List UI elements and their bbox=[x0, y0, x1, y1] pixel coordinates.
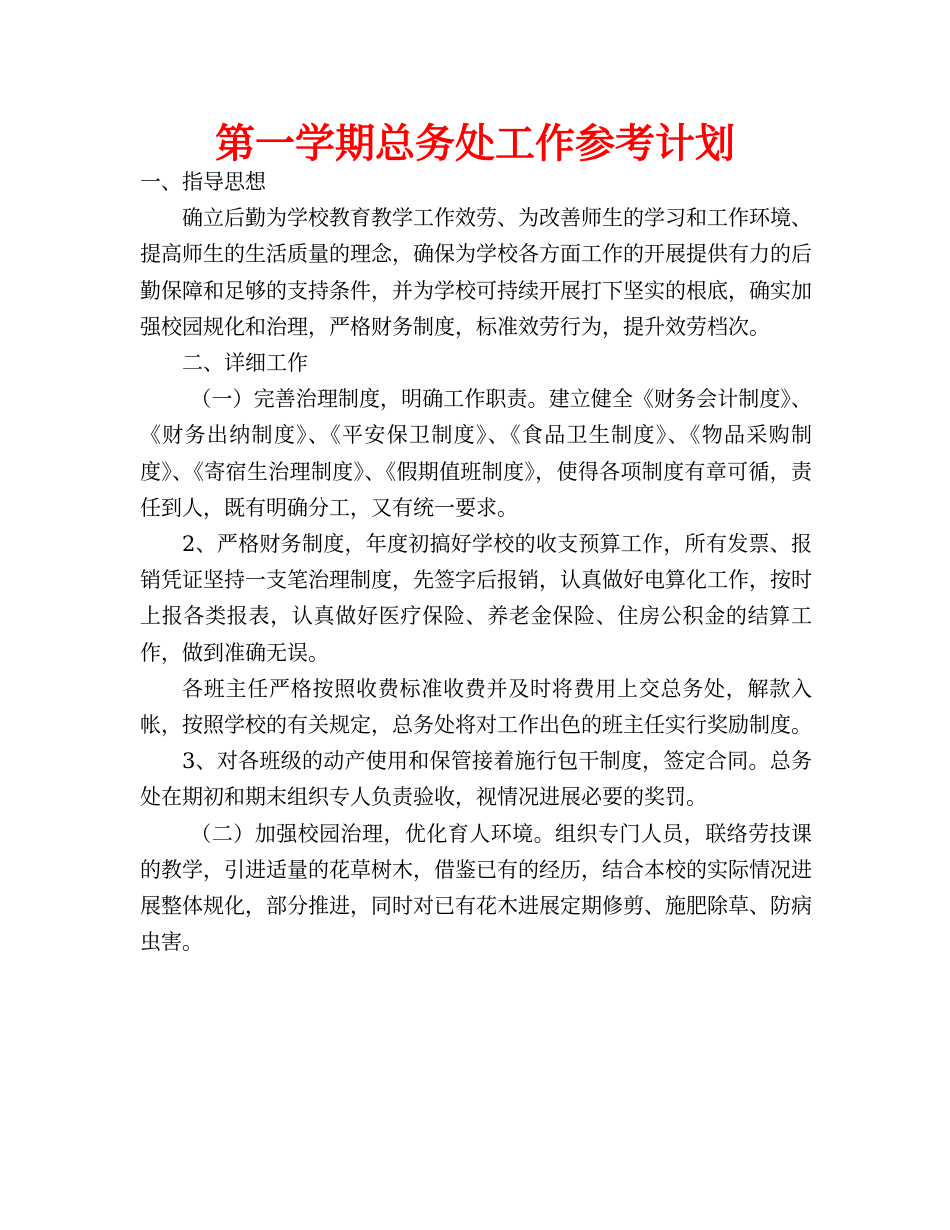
document-body bbox=[140, 164, 812, 960]
section-heading-guiding-thought: 一、指导思想 bbox=[140, 170, 266, 194]
paragraph-finance-system: 2、严格财务制度，年度初搞好学校的收支预算工作，所有发票、报销凭证坚持一支笔治理制度，先签字后报销，认真做好电算化工作，按时上报各类报表，认真做好医疗保险、养老金保险、住房公积金的结算工作，做到准确无误。 bbox=[140, 532, 812, 665]
section-heading-detailed-work: 二、详细工作 bbox=[182, 351, 308, 376]
paragraph-management-system: （一）完善治理制度，明确工作职责。建立健全《财务会计制度》、《财务出纳制度》、《平安保卫制度》、《食品卫生制度》、《物品采购制度》、《寄宿生治理制度》、《假期值班制度》，使得各项制度有章可循，责任到人，既有明确分工，又有统一要求。 bbox=[140, 387, 812, 520]
paragraph-guiding-thought: 确立后勤为学校教育教学工作效劳、为改善师生的学习和工作环境、提高师生的生活质量的理念，确保为学校各方面工作的开展提供有力的后勤保障和足够的支持条件，并为学校可持续开展打下坚实的根底，确实加强校园规化和治理，严格财务制度，标准效劳行为，提升效劳档次。 bbox=[140, 206, 812, 339]
paragraph-class-fees: 各班主任严格按照收费标准收费并及时将费用上交总务处，解款入帐，按照学校的有关规定，总务处将对工作出色的班主任实行奖励制度。 bbox=[140, 676, 812, 738]
paragraph-class-assets: 3、对各班级的动产使用和保管接着施行包干制度，签定合同。总务处在期初和期末组织专人负责验收，视情况进展必要的奖罚。 bbox=[140, 749, 812, 810]
paragraph-campus-environment: （二）加强校园治理，优化育人环境。组织专门人员，联络劳技课的教学，引进适量的花草树木，借鉴已有的经历，结合本校的实际情况进展整体规化，部分推进，同时对已有花木进展定期修剪、施肥除草、防病虫害。 bbox=[140, 821, 812, 955]
document-title: 第一学期总务处工作参考计划 bbox=[215, 121, 735, 167]
